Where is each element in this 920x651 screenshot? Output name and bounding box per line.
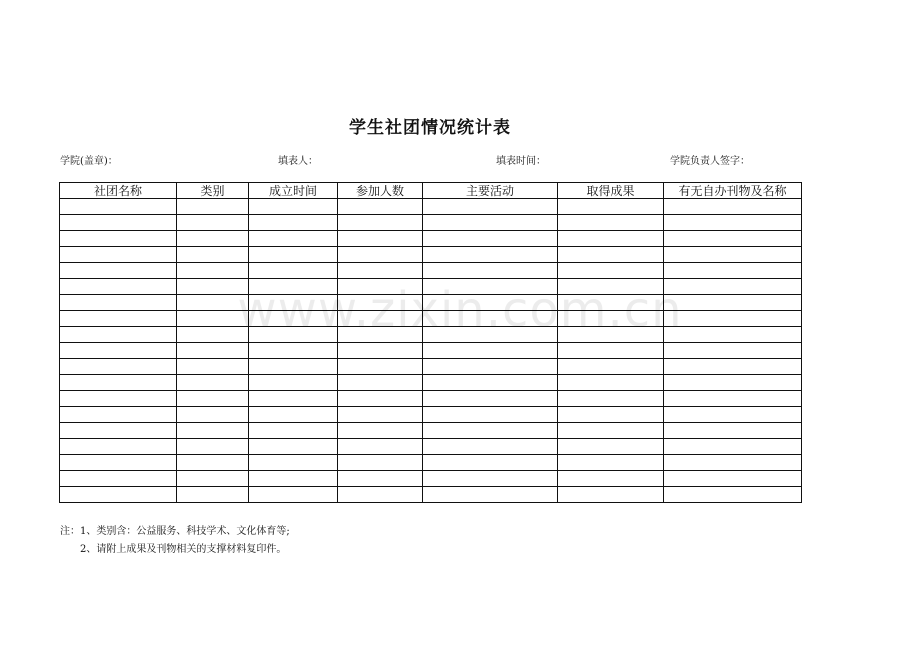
table-cell[interactable] <box>423 439 558 455</box>
table-cell[interactable] <box>664 487 802 503</box>
table-cell[interactable] <box>664 199 802 215</box>
table-cell[interactable] <box>177 455 249 471</box>
table-cell[interactable] <box>60 407 177 423</box>
table-cell[interactable] <box>60 295 177 311</box>
table-cell[interactable] <box>664 407 802 423</box>
table-cell[interactable] <box>177 279 249 295</box>
table-cell[interactable] <box>177 247 249 263</box>
table-cell[interactable] <box>60 455 177 471</box>
table-cell[interactable] <box>664 471 802 487</box>
table-cell[interactable] <box>249 487 338 503</box>
table-cell[interactable] <box>249 423 338 439</box>
table-cell[interactable] <box>558 263 664 279</box>
table-cell[interactable] <box>423 295 558 311</box>
table-cell[interactable] <box>338 471 423 487</box>
table-cell[interactable] <box>558 295 664 311</box>
table-cell[interactable] <box>558 215 664 231</box>
college-seal-label: 学院(盖章)： <box>60 156 118 167</box>
note-attachments: 2、请附上成果及刊物相关的支撑材料复印件。 <box>80 544 287 555</box>
table-cell[interactable] <box>249 439 338 455</box>
table-cell[interactable] <box>177 199 249 215</box>
table-cell[interactable] <box>664 423 802 439</box>
table-cell[interactable] <box>664 247 802 263</box>
table-cell[interactable] <box>558 439 664 455</box>
table-cell[interactable] <box>423 199 558 215</box>
table-cell[interactable] <box>177 231 249 247</box>
table-cell[interactable] <box>558 487 664 503</box>
table-cell[interactable] <box>249 199 338 215</box>
table-cell[interactable] <box>177 343 249 359</box>
table-row <box>60 455 802 471</box>
table-cell[interactable] <box>558 471 664 487</box>
fill-time-label: 填表时间： <box>496 156 546 167</box>
table-cell[interactable] <box>338 343 423 359</box>
table-cell[interactable] <box>249 327 338 343</box>
table-cell[interactable] <box>60 199 177 215</box>
table-cell[interactable] <box>249 343 338 359</box>
table-body <box>60 199 802 503</box>
table-cell[interactable] <box>338 423 423 439</box>
table-cell[interactable] <box>423 375 558 391</box>
table-cell[interactable] <box>558 423 664 439</box>
table-row <box>60 279 802 295</box>
table-cell[interactable] <box>558 279 664 295</box>
table-cell[interactable] <box>423 359 558 375</box>
table-row <box>60 375 802 391</box>
table-cell[interactable] <box>60 375 177 391</box>
table-row <box>60 231 802 247</box>
table-cell[interactable] <box>423 215 558 231</box>
table-cell[interactable] <box>60 487 177 503</box>
table-cell[interactable] <box>423 279 558 295</box>
table-cell[interactable] <box>60 439 177 455</box>
table-cell[interactable] <box>249 215 338 231</box>
table-cell[interactable] <box>338 295 423 311</box>
table-cell[interactable] <box>249 359 338 375</box>
filler-label: 填表人： <box>278 156 318 167</box>
table-cell[interactable] <box>664 295 802 311</box>
table-cell[interactable] <box>60 215 177 231</box>
table-row <box>60 487 802 503</box>
page-title: 学生社团情况统计表 <box>349 118 511 138</box>
table-cell[interactable] <box>338 327 423 343</box>
watermark: www.zixin.com.cn <box>237 282 683 338</box>
table-cell[interactable] <box>423 247 558 263</box>
table-cell[interactable] <box>249 471 338 487</box>
table-cell[interactable] <box>423 407 558 423</box>
table-cell[interactable] <box>664 327 802 343</box>
table-cell[interactable] <box>338 215 423 231</box>
table-cell[interactable] <box>423 327 558 343</box>
table-cell[interactable] <box>177 215 249 231</box>
table-cell[interactable] <box>249 375 338 391</box>
table-cell[interactable] <box>558 375 664 391</box>
table-cell[interactable] <box>423 311 558 327</box>
table-row <box>60 327 802 343</box>
table-row <box>60 215 802 231</box>
table-cell[interactable] <box>338 263 423 279</box>
table-cell[interactable] <box>558 231 664 247</box>
table-row <box>60 439 802 455</box>
table-cell[interactable] <box>664 231 802 247</box>
table-cell[interactable] <box>177 471 249 487</box>
table-cell[interactable] <box>423 263 558 279</box>
table-cell[interactable] <box>423 343 558 359</box>
table-cell[interactable] <box>558 407 664 423</box>
table-cell[interactable] <box>338 231 423 247</box>
table-cell[interactable] <box>177 327 249 343</box>
table-cell[interactable] <box>664 455 802 471</box>
table-row <box>60 391 802 407</box>
table-cell[interactable] <box>664 343 802 359</box>
table-cell[interactable] <box>558 311 664 327</box>
table-cell[interactable] <box>558 247 664 263</box>
table-cell[interactable] <box>60 327 177 343</box>
header-category: 类别 <box>177 183 249 199</box>
table-cell[interactable] <box>249 279 338 295</box>
table-cell[interactable] <box>664 263 802 279</box>
table-cell[interactable] <box>60 391 177 407</box>
table-cell[interactable] <box>338 199 423 215</box>
table-row <box>60 311 802 327</box>
table-cell[interactable] <box>60 471 177 487</box>
table-cell[interactable] <box>249 263 338 279</box>
table-row <box>60 343 802 359</box>
table-cell[interactable] <box>60 359 177 375</box>
table-cell[interactable] <box>177 375 249 391</box>
table-cell[interactable] <box>664 359 802 375</box>
table-cell[interactable] <box>423 471 558 487</box>
table-cell[interactable] <box>249 455 338 471</box>
table-row <box>60 423 802 439</box>
table-cell[interactable] <box>338 391 423 407</box>
table-cell[interactable] <box>249 231 338 247</box>
table-cell[interactable] <box>558 391 664 407</box>
table-row <box>60 295 802 311</box>
header-publication: 有无自办刊物及名称 <box>664 183 802 199</box>
note-category: 注：1、类别含：公益服务、科技学术、文化体育等; <box>60 526 290 537</box>
table-header-row <box>60 183 802 199</box>
table-row <box>60 471 802 487</box>
head-signature-label: 学院负责人签字： <box>670 156 750 167</box>
table-cell[interactable] <box>423 487 558 503</box>
table-cell[interactable] <box>177 391 249 407</box>
table-cell[interactable] <box>664 439 802 455</box>
table-cell[interactable] <box>338 439 423 455</box>
table-row <box>60 263 802 279</box>
table-cell[interactable] <box>249 311 338 327</box>
table-cell[interactable] <box>177 487 249 503</box>
table-cell[interactable] <box>338 375 423 391</box>
table-cell[interactable] <box>249 407 338 423</box>
table-cell[interactable] <box>423 391 558 407</box>
table-cell[interactable] <box>338 487 423 503</box>
table-cell[interactable] <box>249 295 338 311</box>
table-cell[interactable] <box>60 343 177 359</box>
header-founded-time: 成立时间 <box>249 183 338 199</box>
table-cell[interactable] <box>423 455 558 471</box>
table-cell[interactable] <box>177 311 249 327</box>
table-cell[interactable] <box>338 407 423 423</box>
header-club-name: 社团名称 <box>60 183 177 199</box>
table-cell[interactable] <box>664 375 802 391</box>
table-cell[interactable] <box>338 359 423 375</box>
table-cell[interactable] <box>177 407 249 423</box>
table-cell[interactable] <box>558 343 664 359</box>
table-row <box>60 247 802 263</box>
table-cell[interactable] <box>664 311 802 327</box>
table-cell[interactable] <box>60 247 177 263</box>
table-cell[interactable] <box>60 311 177 327</box>
table-cell[interactable] <box>177 263 249 279</box>
table-cell[interactable] <box>249 247 338 263</box>
table-cell[interactable] <box>60 231 177 247</box>
table-cell[interactable] <box>558 455 664 471</box>
table-row <box>60 407 802 423</box>
table-cell[interactable] <box>664 279 802 295</box>
table-cell[interactable] <box>558 359 664 375</box>
table-cell[interactable] <box>664 391 802 407</box>
table-cell[interactable] <box>338 247 423 263</box>
table-cell[interactable] <box>177 295 249 311</box>
header-member-count: 参加人数 <box>338 183 423 199</box>
table-cell[interactable] <box>177 439 249 455</box>
table-cell[interactable] <box>60 263 177 279</box>
table-cell[interactable] <box>338 455 423 471</box>
table-row <box>60 359 802 375</box>
table-cell[interactable] <box>423 423 558 439</box>
header-main-activities: 主要活动 <box>423 183 558 199</box>
table-row <box>60 199 802 215</box>
table-cell[interactable] <box>177 359 249 375</box>
table-cell[interactable] <box>249 391 338 407</box>
table-cell[interactable] <box>558 199 664 215</box>
club-statistics-table <box>59 182 802 503</box>
header-achievements: 取得成果 <box>558 183 664 199</box>
table-cell[interactable] <box>664 215 802 231</box>
table-cell[interactable] <box>177 423 249 439</box>
table-cell[interactable] <box>558 327 664 343</box>
table-cell[interactable] <box>60 423 177 439</box>
table-cell[interactable] <box>338 311 423 327</box>
table-cell[interactable] <box>338 279 423 295</box>
table-cell[interactable] <box>423 231 558 247</box>
table-cell[interactable] <box>60 279 177 295</box>
